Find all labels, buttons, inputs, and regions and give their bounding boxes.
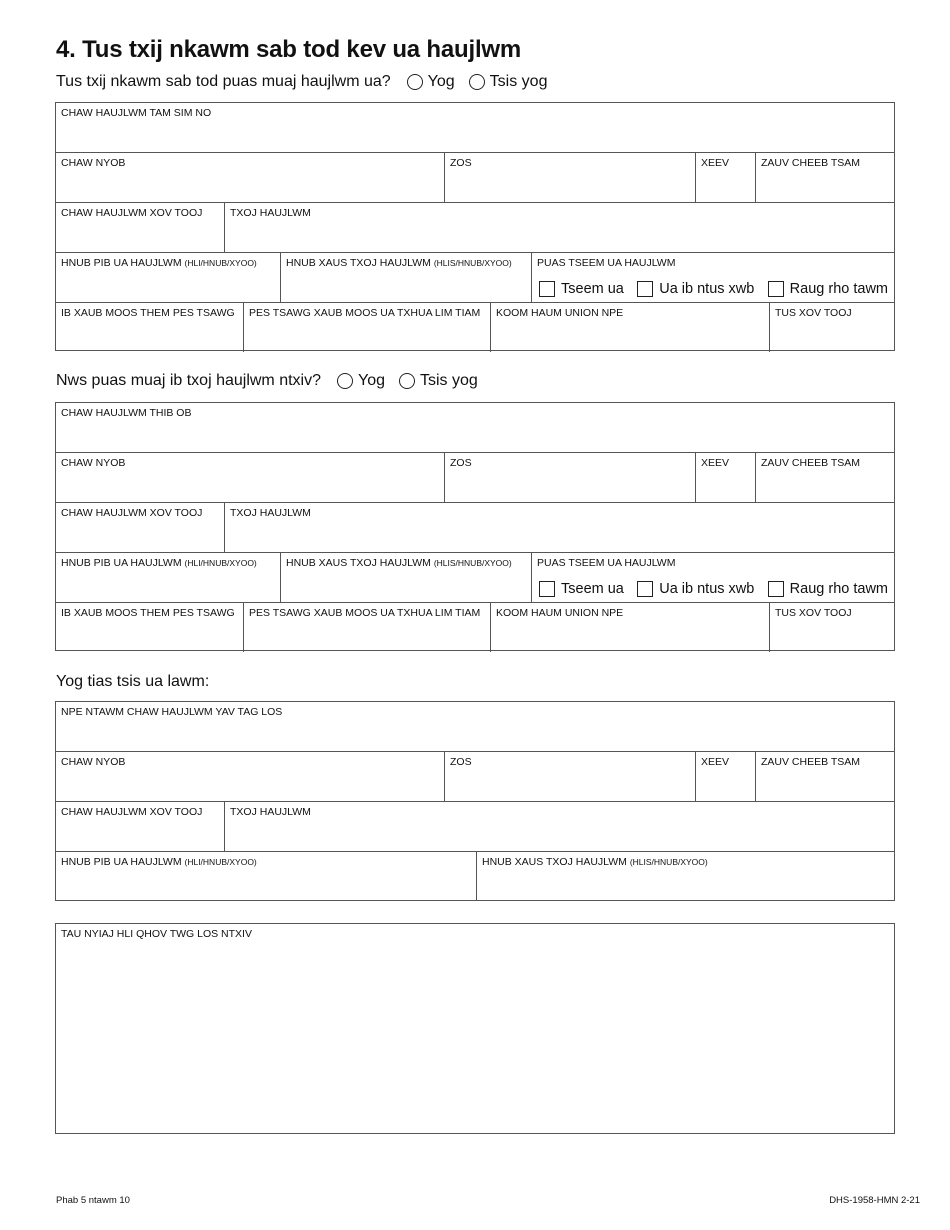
- field-label: CHAW NYOB: [61, 756, 126, 768]
- start-date-field[interactable]: [56, 553, 280, 602]
- field-label: PES TSAWG XAUB MOOS UA TXHUA LIM TIAM: [249, 307, 481, 319]
- field-label: KOOM HAUM UNION NPE: [496, 307, 624, 319]
- job-title-field[interactable]: [224, 203, 894, 252]
- employed-no-label: Tsis yog: [489, 73, 548, 90]
- employer-phone-field[interactable]: [56, 802, 224, 851]
- form-id: DHS-1958-HMN 2-21: [829, 1195, 920, 1206]
- laid-off-checkbox[interactable]: [768, 581, 888, 597]
- employer-phone-field[interactable]: [56, 503, 224, 552]
- phone-field[interactable]: [769, 603, 894, 652]
- employed-question-text: Tus txij nkawm sab tod puas muaj haujlwm ua?: [56, 73, 391, 90]
- field-label: PUAS TSEEM UA HAUJLWM: [537, 257, 676, 269]
- second-job-yes-label: Yog: [358, 372, 385, 389]
- city-field[interactable]: [444, 153, 695, 202]
- field-label: ZOS: [450, 157, 472, 169]
- still-working-checkbox[interactable]: [539, 281, 624, 297]
- second-job-table: [55, 402, 895, 651]
- field-label: ZOS: [450, 756, 472, 768]
- start-date-field[interactable]: [56, 253, 280, 302]
- page-number: Phab 5 ntawm 10: [56, 1195, 130, 1206]
- union-name-field[interactable]: [490, 603, 769, 652]
- field-label: CHAW HAUJLWM XOV TOOJ: [61, 207, 203, 219]
- second-job-yes-radio[interactable]: [337, 372, 385, 390]
- employed-no-radio[interactable]: [469, 73, 548, 91]
- state-field[interactable]: [695, 453, 755, 502]
- still-working-field: [531, 253, 894, 302]
- job-title-field[interactable]: [224, 503, 894, 552]
- second-job-question: [56, 372, 492, 390]
- last-employer-field[interactable]: [56, 702, 894, 751]
- checkbox-label: Ua ib ntus xwb: [659, 281, 755, 297]
- second-job-no-radio[interactable]: [399, 372, 478, 390]
- field-label: TXOJ HAUJLWM: [230, 207, 311, 219]
- field-label: CHAW NYOB: [61, 157, 126, 169]
- checkbox-label: Raug rho tawm: [789, 581, 888, 597]
- phone-field[interactable]: [769, 303, 894, 352]
- last-job-table: [55, 701, 895, 901]
- field-label: ZAUV CHEEB TSAM: [761, 457, 860, 469]
- radio-circle-icon[interactable]: [469, 74, 485, 90]
- end-date-field[interactable]: [280, 553, 531, 602]
- employed-question: [56, 73, 561, 91]
- field-label: TXOJ HAUJLWM: [230, 507, 311, 519]
- field-label: HNUB XAUS TXOJ HAUJLWM: [286, 557, 431, 569]
- field-label: ZAUV CHEEB TSAM: [761, 157, 860, 169]
- state-field[interactable]: [695, 153, 755, 202]
- second-employer-field[interactable]: [56, 403, 894, 452]
- checkbox-icon[interactable]: [768, 281, 784, 297]
- not-working-label: Yog tias tsis ua lawm:: [56, 673, 210, 690]
- monthly-hours-field[interactable]: [243, 303, 490, 352]
- employed-yes-radio[interactable]: [407, 73, 455, 91]
- field-label: ZAUV CHEEB TSAM: [761, 756, 860, 768]
- checkbox-label: Tseem ua: [561, 581, 624, 597]
- field-label: ZOS: [450, 457, 472, 469]
- end-date-field[interactable]: [476, 852, 894, 901]
- date-format-hint: (HLI/HNUB/XYOO): [184, 258, 257, 268]
- checkbox-icon[interactable]: [637, 581, 653, 597]
- field-label: CHAW HAUJLWM THIB OB: [61, 407, 192, 419]
- field-label: CHAW HAUJLWM XOV TOOJ: [61, 507, 203, 519]
- employed-yes-label: Yog: [427, 73, 455, 90]
- field-label: PES TSAWG XAUB MOOS UA TXHUA LIM TIAM: [249, 607, 481, 619]
- checkbox-label: Raug rho tawm: [789, 281, 888, 297]
- checkbox-label: Ua ib ntus xwb: [659, 581, 755, 597]
- date-format-hint: (HLIS/HNUB/XYOO): [433, 558, 512, 568]
- field-label: TUS XOV TOOJ: [775, 307, 852, 319]
- employer-phone-field[interactable]: [56, 203, 224, 252]
- checkbox-icon[interactable]: [637, 281, 653, 297]
- city-field[interactable]: [444, 752, 695, 801]
- date-format-hint: (HLIS/HNUB/XYOO): [433, 258, 512, 268]
- checkbox-icon[interactable]: [539, 281, 555, 297]
- second-job-no-label: Tsis yog: [420, 372, 478, 389]
- checkbox-icon[interactable]: [539, 581, 555, 597]
- field-label: PUAS TSEEM UA HAUJLWM: [537, 557, 676, 569]
- field-label: HNUB PIB UA HAUJLWM: [61, 856, 182, 868]
- field-label: XEEV: [701, 457, 730, 469]
- checkbox-icon[interactable]: [768, 581, 784, 597]
- other-income-field[interactable]: [55, 923, 895, 1134]
- field-label: TXOJ HAUJLWM: [230, 806, 311, 818]
- monthly-pay-field[interactable]: [56, 303, 243, 352]
- current-employer-field[interactable]: [56, 103, 894, 152]
- zip-field[interactable]: [755, 453, 894, 502]
- start-date-field[interactable]: [56, 852, 476, 901]
- union-name-field[interactable]: [490, 303, 769, 352]
- date-format-hint: (HLI/HNUB/XYOO): [184, 558, 257, 568]
- job-title-field[interactable]: [224, 802, 894, 851]
- laid-off-checkbox[interactable]: [768, 281, 888, 297]
- still-working-field: [531, 553, 894, 602]
- address-field[interactable]: [56, 453, 444, 502]
- second-job-question-text: Nws puas muaj ib txoj haujlwm ntxiv?: [56, 372, 321, 389]
- monthly-hours-field[interactable]: [243, 603, 490, 652]
- field-label: CHAW NYOB: [61, 457, 126, 469]
- field-label: TAU NYIAJ HLI QHOV TWG LOS NTXIV: [61, 928, 252, 940]
- radio-circle-icon[interactable]: [407, 74, 423, 90]
- field-label: HNUB PIB UA HAUJLWM: [61, 257, 182, 269]
- zip-field[interactable]: [755, 752, 894, 801]
- monthly-pay-field[interactable]: [56, 603, 243, 652]
- field-label: XEEV: [701, 756, 730, 768]
- field-label: TUS XOV TOOJ: [775, 607, 852, 619]
- section-title: 4. Tus txij nkawm sab tod kev ua haujlwm: [56, 36, 522, 63]
- address-field[interactable]: [56, 752, 444, 801]
- temporary-checkbox[interactable]: [637, 281, 754, 297]
- end-date-field[interactable]: [280, 253, 531, 302]
- radio-circle-icon[interactable]: [337, 373, 353, 389]
- field-label: IB XAUB MOOS THEM PES TSAWG: [61, 607, 235, 619]
- current-job-table: [55, 102, 895, 351]
- field-label: HNUB PIB UA HAUJLWM: [61, 557, 182, 569]
- field-label: KOOM HAUM UNION NPE: [496, 607, 624, 619]
- date-format-hint: (HLI/HNUB/XYOO): [184, 857, 257, 867]
- radio-circle-icon[interactable]: [399, 373, 415, 389]
- checkbox-label: Tseem ua: [561, 281, 624, 297]
- field-label: HNUB XAUS TXOJ HAUJLWM: [286, 257, 431, 269]
- city-field[interactable]: [444, 453, 695, 502]
- address-field[interactable]: [56, 153, 444, 202]
- still-working-checkbox[interactable]: [539, 581, 624, 597]
- field-label: NPE NTAWM CHAW HAUJLWM YAV TAG LOS: [61, 706, 283, 718]
- field-label: IB XAUB MOOS THEM PES TSAWG: [61, 307, 235, 319]
- state-field[interactable]: [695, 752, 755, 801]
- field-label: HNUB XAUS TXOJ HAUJLWM: [482, 856, 627, 868]
- zip-field[interactable]: [755, 153, 894, 202]
- field-label: CHAW HAUJLWM XOV TOOJ: [61, 806, 203, 818]
- temporary-checkbox[interactable]: [637, 581, 754, 597]
- date-format-hint: (HLIS/HNUB/XYOO): [629, 857, 708, 867]
- field-label: XEEV: [701, 157, 730, 169]
- field-label: CHAW HAUJLWM TAM SIM NO: [61, 107, 212, 119]
